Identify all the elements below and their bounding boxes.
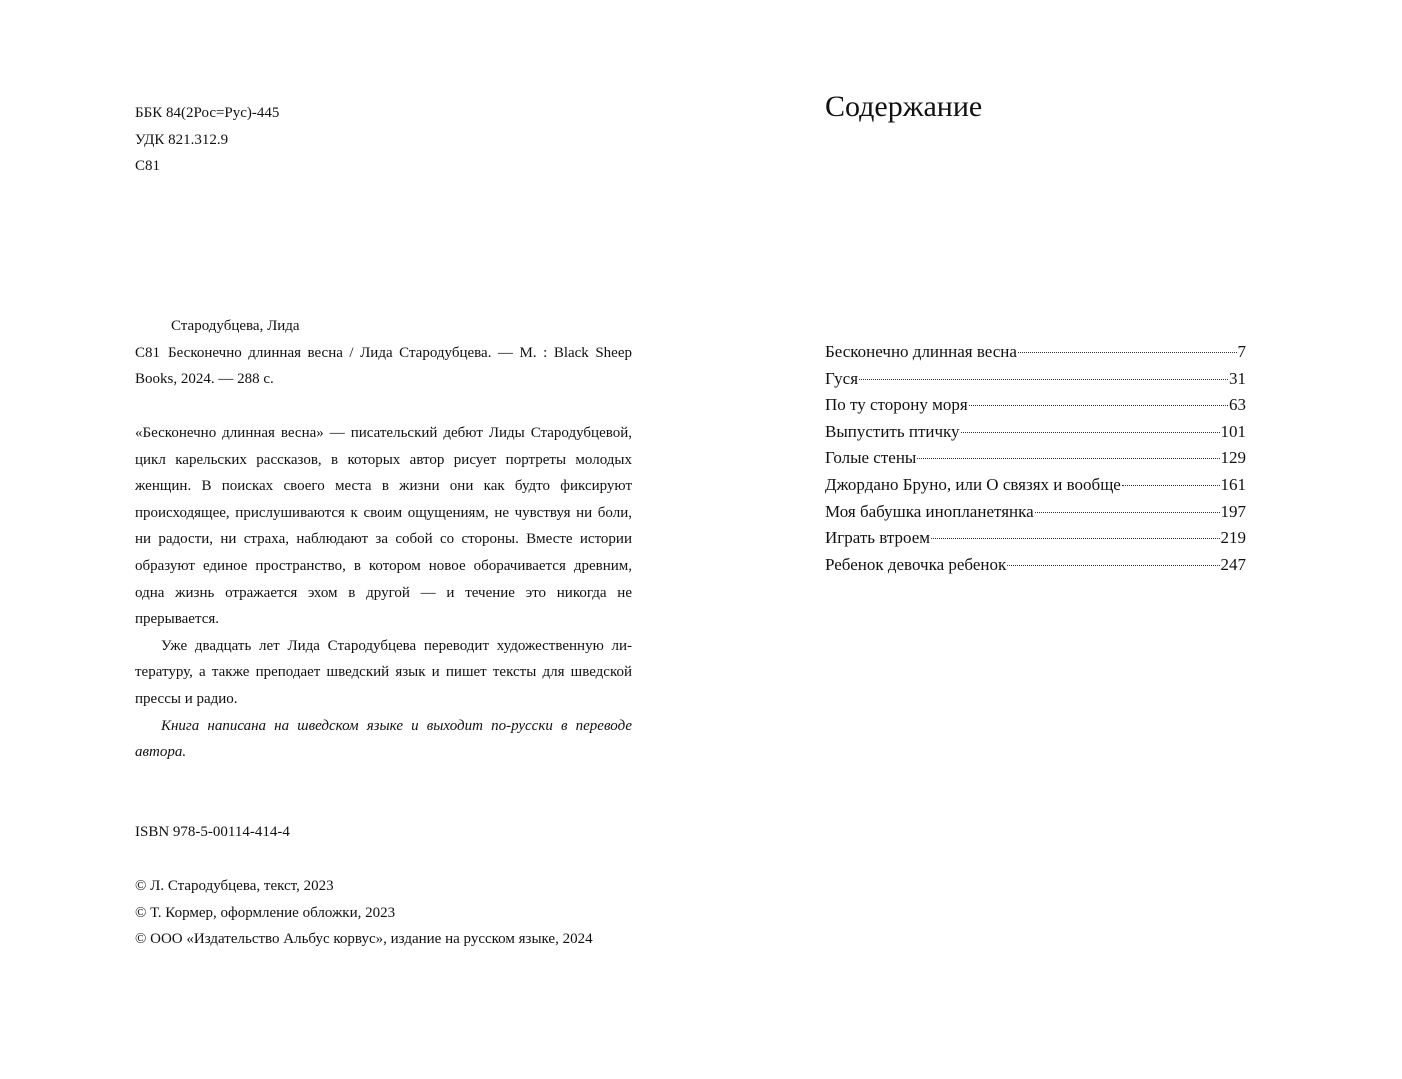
toc-item-title: По ту сторону моря (825, 395, 968, 415)
dot-leader (1122, 485, 1220, 486)
author-mark: С81 (135, 158, 161, 174)
dot-leader (859, 379, 1228, 380)
udk-code: УДК 821.312.9 (135, 131, 229, 148)
toc-item-title: Гуся (825, 368, 859, 388)
table-of-contents (825, 339, 1246, 578)
toc-item-page: 197 (1220, 501, 1246, 521)
toc-item-page: 247 (1220, 554, 1246, 574)
copyright-line: © Т. Кормер, оформление обложки, 2023 (135, 904, 396, 921)
toc-item-title: Бесконечно длинная весна (825, 342, 1017, 361)
isbn: ISBN 978-5-00114-414-4 (135, 824, 290, 840)
toc-item-title: Голые стены (825, 448, 917, 468)
toc-item-title: Играть втроем (825, 528, 931, 548)
dot-leader (969, 405, 1228, 406)
toc-item-page: 219 (1220, 528, 1246, 548)
dot-leader (1007, 565, 1219, 566)
dot-leader (931, 538, 1219, 539)
toc-item-title: Ребенок девочка ребенок (825, 554, 1007, 574)
dot-leader (1035, 512, 1220, 513)
bibliographic-record (135, 313, 632, 393)
annotation (135, 420, 632, 766)
toc-item[interactable] (825, 445, 1246, 472)
classification-codes (135, 100, 279, 180)
toc-item-page: 161 (1220, 474, 1246, 494)
toc-item-page: 101 (1220, 421, 1246, 441)
toc-item-page: 63 (1229, 395, 1246, 415)
toc-item-title: Моя бабушка инопланетянка (825, 501, 1034, 521)
toc-item[interactable] (825, 366, 1246, 393)
copyright-line: © ООО «Издательство Альбус корвус», издание на русском языке, 2024 (135, 931, 593, 947)
toc-item-page: 129 (1220, 448, 1246, 468)
catalog-description: Бесконечно длинная весна / Лида Стародубцева. — М. : Black Sheep Books, 2024. — 288 с. (135, 344, 632, 387)
author-heading: Стародубцева, Лида (171, 318, 300, 334)
toc-item[interactable] (825, 392, 1246, 419)
annotation-paragraph-3: Книга написана на шведском языке и выходит по-русски в переводе автора. (135, 717, 632, 761)
catalog-entry (135, 340, 632, 393)
dot-leader (1018, 352, 1237, 353)
toc-item-title: Выпустить птичку (825, 421, 960, 441)
contents-title: Содержание (825, 90, 983, 123)
toc-item[interactable] (825, 419, 1246, 446)
toc-item[interactable] (825, 499, 1246, 526)
copyright-line: © Л. Стародубцева, текст, 2023 (135, 878, 334, 894)
right-page (700, 0, 1402, 1079)
toc-item[interactable] (825, 339, 1246, 366)
left-page (0, 0, 700, 1079)
dot-leader (961, 432, 1220, 433)
bbk-code: ББК 84(2Рос=Рус)-445 (135, 105, 280, 121)
annotation-paragraph-2: Уже двадцать лет Лида Стародубцева переводит художественную литературу, а также преподает шведский язык и пишет тексты для шведской прессы и радио. (135, 637, 632, 707)
toc-item-page: 31 (1229, 368, 1246, 388)
copyrights (135, 873, 593, 953)
toc-item-page: 7 (1237, 342, 1246, 361)
toc-item[interactable] (825, 525, 1246, 552)
toc-item-title: Джордано Бруно, или О связях и вообще (825, 474, 1121, 494)
toc-item[interactable] (825, 472, 1246, 499)
catalog-code: С81 (135, 344, 161, 361)
toc-item[interactable] (825, 552, 1246, 579)
annotation-paragraph-1: «Бесконечно длинная весна» — писательский дебют Лиды Стародубцевой, цикл карельских рассказов, в которых автор рисует портреты молодых женщин. В поисках своего места в жизни они как будто фиксируют происходящее, прислушиваются к своим ощущениям, не чувствуя ни боли, ни радости, ни страха, наблюдают за собой со стороны. Вместе истории образуют единое пространство, в котором новое оборачивается древним, одна жизнь отражается эхом в другой — и течение это никогда не прерывается. (135, 425, 632, 628)
dot-leader (917, 458, 1219, 459)
